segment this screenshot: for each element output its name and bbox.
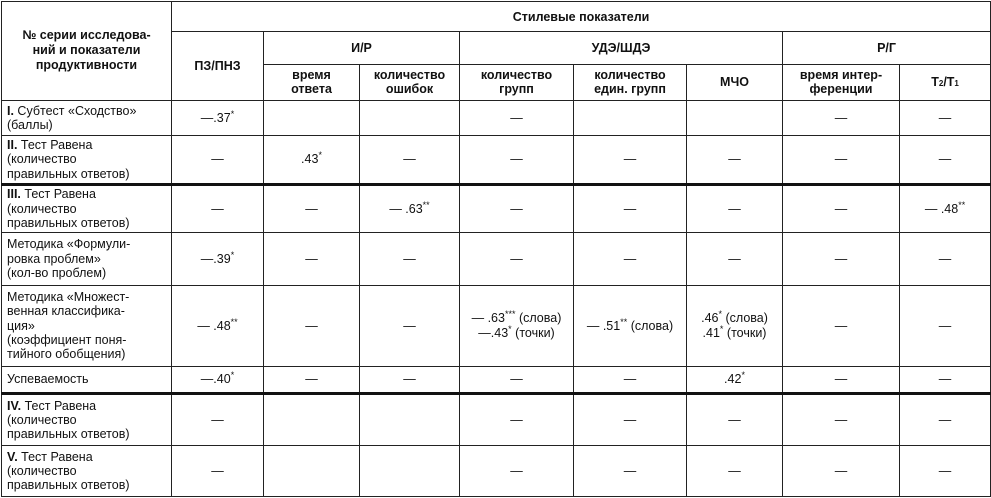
sub-mcho: МЧО	[687, 64, 783, 100]
sub-interference-time: время интер- ференции	[783, 64, 900, 100]
table-cell: —	[900, 446, 991, 497]
table-cell: —	[172, 393, 264, 446]
table-cell: —	[264, 233, 360, 286]
cell-line: .41* (точки)	[702, 323, 767, 340]
table-cell: —.37*	[172, 100, 264, 135]
table-cell: —	[360, 285, 460, 366]
table-cell: —	[574, 393, 687, 446]
table-cell: —	[460, 366, 574, 393]
row-label	[2, 285, 172, 366]
table-cell	[360, 100, 460, 135]
row-label	[2, 393, 172, 446]
table-row	[2, 393, 991, 446]
table-cell	[460, 285, 574, 366]
table-cell: —	[574, 446, 687, 497]
table-cell: —	[783, 136, 900, 184]
table-cell: —	[783, 366, 900, 393]
table-cell: —	[783, 233, 900, 286]
row-label-text: IV. Тест Равена (количество правильных ответов)	[7, 398, 130, 442]
table-cell	[264, 446, 360, 497]
corner-header-text: № серии исследова- ний и показатели продуктивности	[22, 28, 151, 73]
group-header: Стилевые показатели	[172, 2, 991, 32]
row-label-text: Успеваемость	[7, 372, 89, 387]
table-row	[2, 366, 991, 393]
row-label-text: II. Тест Равена (количество правильных ответов)	[7, 137, 130, 181]
row-label-text: I. Субтест «Сходство» (баллы)	[7, 103, 137, 133]
table-cell: —	[900, 285, 991, 366]
t2-t1-label: T2/T1	[931, 75, 959, 90]
table-cell: —	[460, 184, 574, 232]
row-label	[2, 136, 172, 184]
table-cell	[687, 285, 783, 366]
table-cell: —	[172, 184, 264, 232]
table-cell: —	[460, 446, 574, 497]
table-cell: .42*	[687, 366, 783, 393]
row-number: III.	[7, 187, 21, 202]
table-cell: —	[783, 285, 900, 366]
table-cell: —	[783, 446, 900, 497]
sub-error-count: количество ошибок	[360, 64, 460, 100]
row-label-text: V. Тест Равена (количество правильных ответов)	[7, 449, 130, 493]
table-cell: —	[460, 393, 574, 446]
table-cell: —	[900, 393, 991, 446]
table-cell	[687, 100, 783, 135]
table-cell: .43*	[264, 136, 360, 184]
row-number: IV.	[7, 398, 22, 413]
cell-line: — .51** (слова)	[586, 316, 674, 333]
group-ude-shde: УДЭ/ШДЭ	[460, 32, 783, 64]
table-row	[2, 285, 991, 366]
row-number: I.	[7, 103, 14, 118]
table-cell: —	[172, 136, 264, 184]
correlation-table	[1, 1, 991, 497]
table-cell: —	[264, 366, 360, 393]
table-cell: —	[687, 393, 783, 446]
table-cell: —	[783, 393, 900, 446]
group-i-r: И/Р	[264, 32, 460, 64]
table-cell: —	[360, 366, 460, 393]
table-cell: —	[574, 233, 687, 286]
group-r-g: Р/Г	[783, 32, 991, 64]
table-row	[2, 100, 991, 135]
row-label	[2, 184, 172, 232]
row-number: V.	[7, 449, 18, 464]
table-cell: — .63**	[360, 184, 460, 232]
table-cell: —	[172, 446, 264, 497]
table-cell: —	[264, 285, 360, 366]
table-cell: —	[264, 184, 360, 232]
cell-line: .46* (слова)	[701, 309, 768, 326]
table-cell: —	[900, 233, 991, 286]
row-label-text: Методика «Формули- ровка проблем» (кол-во проблем)	[7, 237, 131, 281]
row-number: II.	[7, 137, 18, 152]
row-label	[2, 366, 172, 393]
row-label	[2, 446, 172, 497]
table-cell: —	[687, 136, 783, 184]
table-cell: —	[460, 233, 574, 286]
table-cell	[360, 446, 460, 497]
table-cell: —	[900, 366, 991, 393]
group-pz-pnz: ПЗ/ПНЗ	[172, 32, 264, 101]
table-row	[2, 136, 991, 184]
sub-t2-t1	[900, 64, 991, 100]
table-cell: —	[460, 136, 574, 184]
table-cell: —.39*	[172, 233, 264, 286]
sub-response-time: время ответа	[264, 64, 360, 100]
sub-unit-group-count: количество един. групп	[574, 64, 687, 100]
cell-line: —.43* (точки)	[478, 323, 555, 340]
table-cell	[360, 393, 460, 446]
table-row	[2, 446, 991, 497]
table-cell: —	[687, 184, 783, 232]
table-cell: —	[360, 136, 460, 184]
table-cell	[574, 100, 687, 135]
table-cell: —	[360, 233, 460, 286]
row-label	[2, 100, 172, 135]
sub-group-count: количество групп	[460, 64, 574, 100]
table-cell: — .48**	[172, 285, 264, 366]
table-cell: —	[783, 100, 900, 135]
table-cell: —	[574, 184, 687, 232]
table-cell: — .48**	[900, 184, 991, 232]
cell-line: — .63*** (слова)	[471, 309, 562, 326]
table-cell: —	[900, 136, 991, 184]
table-cell: —	[783, 184, 900, 232]
table-row	[2, 184, 991, 232]
table-cell: —	[574, 366, 687, 393]
table-cell	[264, 100, 360, 135]
table-cell	[574, 285, 687, 366]
table-cell: —	[900, 100, 991, 135]
row-label	[2, 233, 172, 286]
table-cell	[264, 393, 360, 446]
table-cell: —	[574, 136, 687, 184]
row-label-text: Методика «Множест- венная классифика- ция» (коэффициент поня- тийного обобщения)	[7, 289, 130, 362]
corner-header	[2, 2, 172, 101]
table-cell: —	[460, 100, 574, 135]
row-label-text: III. Тест Равена (количество правильных ответов)	[7, 187, 130, 231]
table-cell: —	[687, 446, 783, 497]
table-cell: —.40*	[172, 366, 264, 393]
table-row	[2, 233, 991, 286]
table-cell: —	[687, 233, 783, 286]
